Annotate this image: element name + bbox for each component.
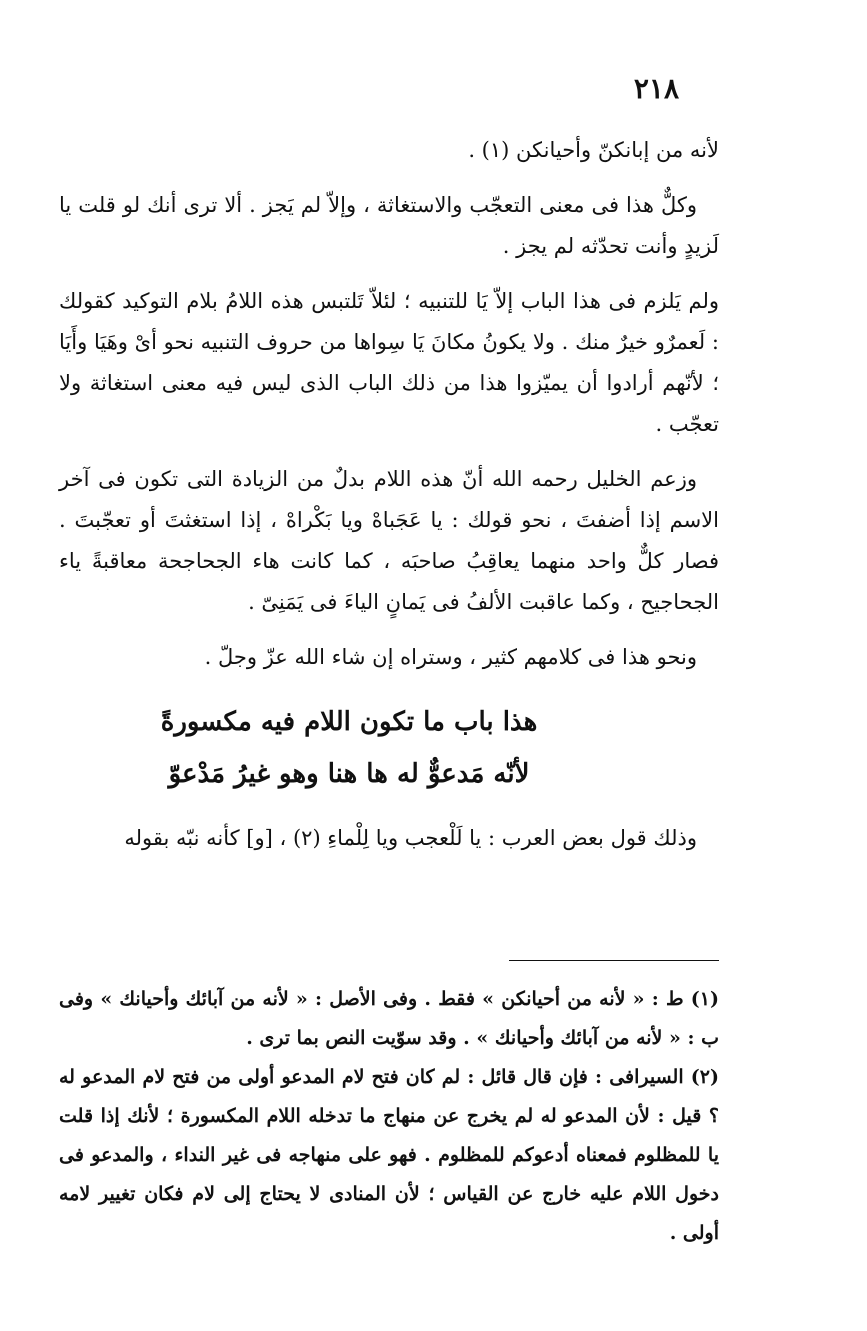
paragraph-2: وكلٌّ هذا فى معنى التعجّب والاستغاثة ، وإلاّ لم يَجز . ألا ترى أنك لو قلت يا لَزيدٍ وأنت تحدّثه لم يجز . — [59, 193, 719, 258]
footnotes — [59, 980, 719, 1253]
paragraph-3: ولم يَلزم فى هذا الباب إلاّ يَا للتنبيه ؛ لئلاّ تَلتبس هذه اللامُ بلام التوكيد كقولك : لَعمرٌو خيرٌ منك . ولا يكونُ مكانَ يَا سِواها من حروف التنبيه نحو أىْ وهَيَا وأَيَا ؛ لأنّهم أرادوا أن يميّزوا هذا من ذلك الباب الذى ليس فيه معنى استغاثة ولا تعجّب . — [59, 289, 719, 436]
page-number: ٢١٨ — [633, 72, 679, 105]
paragraph-5: ونحو هذا فى كلامهم كثير ، وستراه إن شاء الله عزّ وجلّ . — [204, 645, 697, 669]
paragraph-4: وزعم الخليل رحمه الله أنّ هذه اللام بدلٌ من الزيادة التى تكون فى آخر الاسم إذا أضفتَ ، نحو قولك : يا عَجَباهْ ويا بَكْراهْ ، إذا استغثتَ أو تعجّبتَ . فصار كلٌّ واحد منهما يعاقِبُ صاحبَه ، كما كانت هاء الجحاجحة معاقبةً ياء الجحاجيح ، وكما عاقبت الألفُ فى يَمانٍ الياءَ فى يَمَنِىّ . — [59, 467, 719, 614]
paragraph-1: لأنه من إبانكنّ وأحيانكن (١) . — [468, 138, 719, 162]
footnote-divider — [509, 960, 719, 961]
footnote-1: (١) ط : « لأنه من أحيانكن » فقط . وفى الأصل : « لأنه من آبائك وأحيانك » وفى ب : « لأنه من آبائك وأحيانك » . وقد سوّيت النص بما ترى . — [59, 988, 719, 1049]
section-title — [59, 696, 719, 800]
footnote-2: (٢) السيرافى : فإن قال قائل : لم كان فتح لام المدعو أولى من فتح لام المدعو له ؟ قيل : لأن المدعو له لم يخرج عن منهاج ما تدخله اللام المكسورة ؛ لأنك إذا قلت يا للمظلوم فمعناه أدعوكم للمظلوم . فهو على منهاجه فى غير النداء ، والمدعو فى دخول اللام عليه خارج عن القياس ؛ لأن المنادى لا يحتاج إلى لام فكان تغيير لامه أولى . — [59, 1066, 719, 1244]
section-title-line-2: لأنّه مَدعوٌّ له ها هنا وهو غيرُ مَدْعوّ — [168, 759, 530, 789]
section-title-line-1: هذا باب ما تكون اللام فيه مكسورةً — [160, 707, 538, 737]
main-text — [59, 130, 719, 873]
closing-line: وذلك قول بعض العرب : يا لَلْعجب ويا لِلْماءِ (٢) ، [و] كأنه نبّه بقوله — [124, 826, 697, 850]
